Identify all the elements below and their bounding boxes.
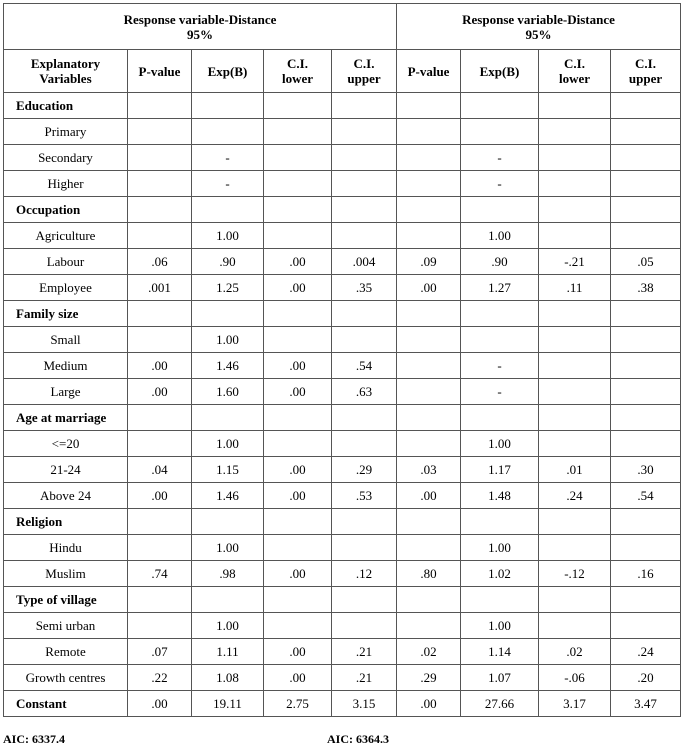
table-cell: 19.11 (192, 691, 264, 717)
table-cell: .00 (128, 691, 192, 717)
table-cell (539, 145, 611, 171)
table-cell: .21 (332, 665, 397, 691)
col-header-ci-upper-left-line1: C.I. (353, 56, 375, 71)
table-cell (611, 535, 681, 561)
table-cell (539, 535, 611, 561)
table-row (4, 353, 681, 379)
table-cell: .98 (192, 561, 264, 587)
table-cell: 1.00 (192, 327, 264, 353)
col-header-ci-upper-left-line2: upper (347, 71, 381, 86)
row-label: Higher (4, 171, 128, 197)
table-cell: .05 (611, 249, 681, 275)
table-cell (128, 301, 192, 327)
col-header-ci-lower-right-line1: C.I. (564, 56, 585, 71)
col-header-ci-upper-right-line1: C.I. (635, 56, 656, 71)
table-cell: 1.00 (192, 613, 264, 639)
table-cell (332, 405, 397, 431)
table-section-row (4, 301, 681, 327)
table-cell: 3.17 (539, 691, 611, 717)
table-row (4, 145, 681, 171)
header-row-columns (4, 50, 681, 93)
table-row (4, 665, 681, 691)
table-cell (397, 535, 461, 561)
table-cell (461, 93, 539, 119)
table-cell: .29 (332, 457, 397, 483)
col-header-ci-lower-left-line2: lower (281, 71, 314, 86)
table-cell (397, 353, 461, 379)
group-header-right (397, 4, 681, 50)
table-cell: 1.48 (461, 483, 539, 509)
col-header-explanatory (4, 50, 128, 93)
table-cell (611, 509, 681, 535)
col-header-ci-upper-left (332, 50, 397, 93)
table-cell (332, 197, 397, 223)
table-cell: .80 (397, 561, 461, 587)
table-cell: 1.15 (192, 457, 264, 483)
table-body (4, 93, 681, 717)
row-label: Employee (4, 275, 128, 301)
table-cell (539, 587, 611, 613)
table-cell (332, 119, 397, 145)
table-cell: .22 (128, 665, 192, 691)
table-cell: .54 (332, 353, 397, 379)
table-cell: .00 (128, 353, 192, 379)
aic-right: AIC: 6364.3 (327, 732, 389, 746)
table-cell (397, 145, 461, 171)
table-cell: .20 (611, 665, 681, 691)
col-header-ci-lower-left-line1: C.I. (287, 56, 308, 71)
row-label: Semi urban (4, 613, 128, 639)
table-cell (128, 145, 192, 171)
table-cell (539, 613, 611, 639)
table-cell: -.12 (539, 561, 611, 587)
row-label: Primary (4, 119, 128, 145)
table-cell: .00 (264, 665, 332, 691)
col-header-explanatory-line1: Explanatory (30, 56, 101, 71)
table-cell (264, 405, 332, 431)
row-label: Type of village (4, 587, 128, 613)
group-header-left-line1: Response variable-Distance (123, 11, 277, 27)
table-cell: .00 (264, 639, 332, 665)
table-cell (192, 93, 264, 119)
row-label: Constant (4, 691, 128, 717)
table-cell: .24 (539, 483, 611, 509)
table-cell: 3.15 (332, 691, 397, 717)
table-cell (539, 119, 611, 145)
table-cell: - (461, 145, 539, 171)
table-row (4, 535, 681, 561)
table-cell: -.06 (539, 665, 611, 691)
table-cell (128, 223, 192, 249)
table-cell (397, 197, 461, 223)
table-cell: 1.46 (192, 483, 264, 509)
table-cell (611, 587, 681, 613)
table-cell (539, 197, 611, 223)
table-cell (397, 405, 461, 431)
header-row-groups (4, 4, 681, 50)
table-cell (128, 93, 192, 119)
table-cell (539, 379, 611, 405)
table-cell (397, 327, 461, 353)
row-label: Education (4, 93, 128, 119)
table-cell (192, 405, 264, 431)
table-cell: .00 (128, 483, 192, 509)
table-cell (192, 587, 264, 613)
table-cell (611, 353, 681, 379)
col-header-ci-upper-right-line2: upper (628, 71, 663, 86)
table-cell: .16 (611, 561, 681, 587)
table-section-row (4, 509, 681, 535)
table-cell: - (461, 171, 539, 197)
col-header-expb-left: Exp(B) (192, 50, 264, 93)
table-cell: .00 (264, 561, 332, 587)
table-cell: 1.00 (192, 431, 264, 457)
table-cell (397, 93, 461, 119)
table-cell (128, 327, 192, 353)
table-cell (611, 145, 681, 171)
table-cell (611, 223, 681, 249)
col-header-ci-lower-left (264, 50, 332, 93)
table-cell: .00 (264, 457, 332, 483)
table-cell (539, 509, 611, 535)
table-cell (397, 301, 461, 327)
table-cell: .00 (264, 353, 332, 379)
table-cell (397, 119, 461, 145)
table-cell (332, 223, 397, 249)
table-cell: 1.27 (461, 275, 539, 301)
table-cell: 1.46 (192, 353, 264, 379)
table-cell: 1.00 (192, 223, 264, 249)
table-cell (539, 327, 611, 353)
regression-table (3, 3, 681, 717)
table-section-row (4, 197, 681, 223)
table-cell (128, 171, 192, 197)
table-cell (192, 509, 264, 535)
col-header-ci-lower-right-line2: lower (558, 71, 591, 86)
table-cell (264, 223, 332, 249)
table-cell (539, 405, 611, 431)
table-cell: .90 (192, 249, 264, 275)
table-cell (539, 301, 611, 327)
row-label: Large (4, 379, 128, 405)
row-label: Small (4, 327, 128, 353)
table-cell (397, 431, 461, 457)
table-row (4, 327, 681, 353)
table-cell (128, 535, 192, 561)
table-cell: 3.47 (611, 691, 681, 717)
table-cell (264, 197, 332, 223)
row-label: <=20 (4, 431, 128, 457)
table-cell: .11 (539, 275, 611, 301)
table-cell (461, 587, 539, 613)
table-cell (611, 171, 681, 197)
col-header-ci-lower-right (539, 50, 611, 93)
row-label: Secondary (4, 145, 128, 171)
table-row (4, 457, 681, 483)
table-cell (397, 587, 461, 613)
table-cell (264, 301, 332, 327)
table-cell: .63 (332, 379, 397, 405)
table-cell (128, 431, 192, 457)
table-cell (397, 171, 461, 197)
table-cell: .74 (128, 561, 192, 587)
table-cell (128, 587, 192, 613)
table-cell: 1.02 (461, 561, 539, 587)
table-row (4, 483, 681, 509)
table-cell: - (461, 353, 539, 379)
row-label: Family size (4, 301, 128, 327)
table-cell (539, 171, 611, 197)
table-cell: 1.00 (192, 535, 264, 561)
table-cell (128, 405, 192, 431)
table-cell: 1.17 (461, 457, 539, 483)
table-row (4, 249, 681, 275)
table-cell: .001 (128, 275, 192, 301)
table-cell (611, 301, 681, 327)
col-header-ci-upper-right (611, 50, 681, 93)
table-row (4, 613, 681, 639)
table-cell (332, 301, 397, 327)
table-cell: - (192, 145, 264, 171)
table-section-row (4, 587, 681, 613)
table-cell (264, 509, 332, 535)
table-cell (461, 119, 539, 145)
table-cell (332, 93, 397, 119)
table-cell (461, 509, 539, 535)
table-cell: .29 (397, 665, 461, 691)
table-cell: .00 (397, 483, 461, 509)
table-row (4, 431, 681, 457)
row-label: Agriculture (4, 223, 128, 249)
table-cell (192, 197, 264, 223)
table-cell (332, 327, 397, 353)
table-cell: .24 (611, 639, 681, 665)
table-section-row (4, 93, 681, 119)
table-section-row (4, 691, 681, 717)
table-cell: .04 (128, 457, 192, 483)
table-cell (264, 119, 332, 145)
group-header-left-line2: 95% (187, 26, 213, 42)
table-cell: .02 (397, 639, 461, 665)
table-cell (192, 119, 264, 145)
table-cell (332, 535, 397, 561)
table-cell (611, 405, 681, 431)
table-cell (611, 379, 681, 405)
table-cell: .03 (397, 457, 461, 483)
table-cell (332, 509, 397, 535)
table-row (4, 379, 681, 405)
table-cell: .38 (611, 275, 681, 301)
row-label: Remote (4, 639, 128, 665)
table-cell: .01 (539, 457, 611, 483)
table-cell (611, 197, 681, 223)
row-label: Muslim (4, 561, 128, 587)
table-cell (264, 145, 332, 171)
table-cell (461, 197, 539, 223)
table-cell (611, 327, 681, 353)
table-row (4, 639, 681, 665)
table-cell: .00 (264, 483, 332, 509)
table-cell: .30 (611, 457, 681, 483)
table-cell: .00 (397, 275, 461, 301)
group-header-right-line2: 95% (525, 26, 552, 42)
aic-left: AIC: 6337.4 (3, 732, 65, 746)
table-cell (192, 301, 264, 327)
table-cell (264, 613, 332, 639)
row-label: Above 24 (4, 483, 128, 509)
group-header-right-line1: Response variable-Distance (462, 11, 615, 27)
table-cell (332, 145, 397, 171)
table-cell: .004 (332, 249, 397, 275)
table-cell (539, 93, 611, 119)
table-cell: .00 (264, 379, 332, 405)
table-cell: 1.00 (461, 535, 539, 561)
table-cell (332, 613, 397, 639)
table-row (4, 171, 681, 197)
table-cell (128, 197, 192, 223)
table-cell: - (192, 171, 264, 197)
row-label: Labour (4, 249, 128, 275)
row-label: Age at marriage (4, 405, 128, 431)
row-label: Occupation (4, 197, 128, 223)
group-header-left (4, 4, 397, 50)
table-cell (611, 613, 681, 639)
table-cell (461, 327, 539, 353)
table-cell (264, 171, 332, 197)
table-cell: .07 (128, 639, 192, 665)
table-cell: .06 (128, 249, 192, 275)
col-header-pvalue-left: P-value (128, 50, 192, 93)
table-cell: 1.00 (461, 223, 539, 249)
row-label: Religion (4, 509, 128, 535)
col-header-pvalue-right: P-value (397, 50, 461, 93)
table-cell (397, 509, 461, 535)
table-cell (332, 587, 397, 613)
col-header-explanatory-line2: Variables (39, 71, 92, 86)
table-cell (397, 613, 461, 639)
table-cell (128, 613, 192, 639)
table-cell: .53 (332, 483, 397, 509)
table-cell (539, 353, 611, 379)
table-cell (539, 223, 611, 249)
table-cell (264, 535, 332, 561)
table-cell: .00 (264, 249, 332, 275)
table-section-row (4, 405, 681, 431)
table-cell (332, 171, 397, 197)
row-label: Growth centres (4, 665, 128, 691)
table-cell: .02 (539, 639, 611, 665)
table-cell (611, 119, 681, 145)
table-cell: .00 (128, 379, 192, 405)
table-cell (264, 93, 332, 119)
table-cell (397, 223, 461, 249)
table-cell: .00 (264, 275, 332, 301)
table-cell: 1.07 (461, 665, 539, 691)
table-cell: -.21 (539, 249, 611, 275)
table-cell: 1.60 (192, 379, 264, 405)
table-cell (264, 327, 332, 353)
table-row (4, 119, 681, 145)
table-cell: 27.66 (461, 691, 539, 717)
table-cell (611, 93, 681, 119)
row-label: Medium (4, 353, 128, 379)
row-label: Hindu (4, 535, 128, 561)
table-cell (128, 509, 192, 535)
table-cell: .54 (611, 483, 681, 509)
table-cell: 2.75 (264, 691, 332, 717)
col-header-expb-right: Exp(B) (461, 50, 539, 93)
table-cell: .21 (332, 639, 397, 665)
table-cell: 1.08 (192, 665, 264, 691)
table-cell (264, 431, 332, 457)
table-cell: .00 (397, 691, 461, 717)
table-cell: 1.14 (461, 639, 539, 665)
table-cell: 1.00 (461, 431, 539, 457)
table-cell (539, 431, 611, 457)
table-cell (397, 379, 461, 405)
table-cell (611, 431, 681, 457)
table-cell: 1.25 (192, 275, 264, 301)
table-row (4, 561, 681, 587)
table-cell: .35 (332, 275, 397, 301)
table-cell: 1.00 (461, 613, 539, 639)
table-cell (332, 431, 397, 457)
table-cell: .90 (461, 249, 539, 275)
table-cell: .09 (397, 249, 461, 275)
row-label: 21-24 (4, 457, 128, 483)
table-cell (461, 405, 539, 431)
table-cell (461, 301, 539, 327)
table-cell (264, 587, 332, 613)
table-row (4, 275, 681, 301)
table-cell: 1.11 (192, 639, 264, 665)
table-row (4, 223, 681, 249)
table-cell (128, 119, 192, 145)
table-cell: - (461, 379, 539, 405)
table-cell: .12 (332, 561, 397, 587)
